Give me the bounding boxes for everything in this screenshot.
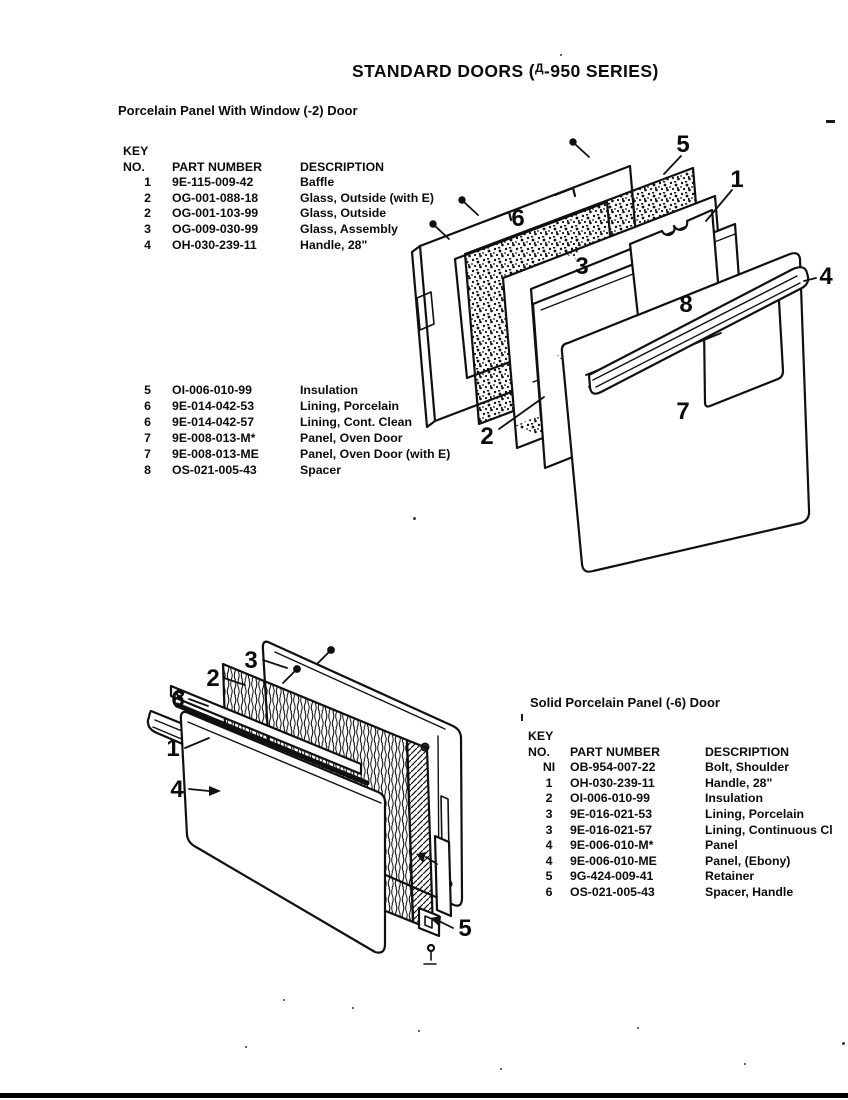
part-number-cell: OG-009-030-99 (172, 221, 259, 236)
table-row (528, 838, 848, 854)
scan-artifact-dash (826, 120, 835, 123)
description-cell: Glass, Outside (with E) (300, 190, 434, 205)
part-number-cell: OI-006-010-99 (570, 791, 650, 806)
description-cell: Baffle (300, 175, 335, 190)
page-title-suffix: -950 SERIES) (543, 61, 659, 81)
description-cell: Panel, (Ebony) (705, 853, 791, 868)
description-cell: Panel, Oven Door (with E) (300, 447, 451, 461)
table-row (528, 885, 848, 901)
callout-6-lining: 6 (511, 205, 525, 232)
part-number-cell: OG-001-088-18 (172, 190, 259, 205)
table-row (528, 823, 848, 839)
key-no-cell: 4 (545, 853, 553, 868)
scan-noise-dot (245, 1046, 247, 1048)
description-cell: Panel, Oven Door (300, 431, 403, 445)
description-cell: Lining, Porcelain (300, 399, 400, 413)
description-cell: Insulation (300, 383, 359, 397)
key-no-cell: 6 (144, 399, 151, 413)
col-header-part-number: PART NUMBER (570, 744, 660, 759)
callout-4-panel: 4 (170, 776, 184, 803)
callout-5-insulation: 5 (676, 131, 690, 158)
part-number-cell: OS-021-005-43 (172, 463, 257, 477)
key-no-cell: 3 (144, 221, 151, 236)
description-cell: Spacer (300, 463, 342, 477)
description-cell: Handle, 28" (705, 775, 773, 790)
part-number-cell: OI-006-010-99 (172, 383, 252, 397)
table-row (528, 869, 848, 885)
part-number-cell: OB-954-007-22 (570, 760, 656, 775)
callout-2-insulation: 2 (206, 665, 220, 692)
key-no-cell: 1 (545, 775, 553, 790)
description-cell: Glass, Outside (300, 206, 387, 221)
page-bottom-rule (0, 1093, 848, 1098)
col-header-no: NO. (123, 159, 145, 174)
section-heading-window-door: Porcelain Panel With Window (-2) Door (118, 103, 358, 118)
description-cell: Handle, 28" (300, 237, 368, 252)
scan-noise-dot (500, 1068, 502, 1070)
scan-noise-dot (413, 517, 416, 520)
part-number-cell: OG-001-103-99 (172, 206, 259, 221)
description-cell: Lining, Continuous Cl (705, 822, 833, 837)
parts-table-solid-door (528, 729, 848, 901)
exploded-diagram-solid-door (135, 616, 535, 980)
part-number-cell: 9E-115-009-42 (172, 175, 254, 190)
callout-6-spacer: 6 (171, 686, 185, 713)
part-number-cell: 9E-008-013-M* (172, 431, 256, 445)
callout-3-assembly: 3 (575, 253, 589, 280)
key-no-cell: 7 (144, 447, 151, 461)
table-row (528, 807, 848, 823)
scan-noise-dot (283, 999, 285, 1001)
part-number-cell: 9E-014-042-57 (172, 415, 255, 429)
description-cell: Retainer (705, 869, 755, 884)
col-header-part-number: PART NUMBER (172, 159, 262, 174)
description-cell: Panel (705, 838, 738, 853)
scan-noise-dot (418, 1030, 420, 1032)
key-no-cell: 2 (144, 190, 151, 205)
page-title-prefix: STANDARD DOORS ( (352, 61, 536, 81)
col-header-description: DESCRIPTION (300, 159, 385, 174)
key-no-cell: 3 (545, 806, 553, 821)
section-heading-solid-door: Solid Porcelain Panel (-6) Door (530, 695, 720, 710)
description-cell: Spacer, Handle (705, 884, 794, 899)
scan-artifact-dash (521, 714, 523, 721)
scan-noise-dot (637, 1027, 639, 1029)
key-no-cell: 5 (545, 869, 553, 884)
key-no-cell: 5 (144, 383, 151, 397)
callout-8-spacer: 8 (679, 291, 693, 318)
part-number-cell: 9E-014-042-53 (172, 399, 255, 413)
key-label: KEY (528, 729, 554, 743)
key-no-cell: NI (542, 760, 556, 775)
part-number-cell: OH-030-239-11 (172, 237, 257, 252)
scan-noise-dot (560, 54, 562, 56)
callout-4-handle: 4 (819, 263, 833, 290)
col-header-no: NO. (528, 744, 550, 759)
series-logo-glyph: Д (535, 61, 544, 75)
table-row (528, 776, 848, 792)
table-row (528, 791, 848, 807)
callout-1-baffle: 1 (730, 166, 744, 193)
part-number-cell: 9E-006-010-M* (570, 838, 654, 853)
description-cell: Bolt, Shoulder (705, 760, 790, 775)
part-number-cell: 9E-006-010-ME (570, 853, 657, 868)
key-no-cell: 4 (144, 237, 151, 252)
part-number-cell: 9E-016-021-57 (570, 822, 653, 837)
callout-3-lining: 3 (244, 647, 258, 674)
scan-noise-dot (842, 1042, 845, 1045)
key-no-cell: 7 (144, 431, 151, 445)
callout-2-glass: 2 (480, 423, 494, 450)
scan-noise-dot (744, 1063, 746, 1065)
callout-1-handle: 1 (166, 735, 180, 762)
key-no-cell: 6 (144, 415, 151, 429)
key-no-cell: 6 (545, 884, 553, 899)
part-number-cell: 9G-424-009-41 (570, 869, 654, 884)
table-row (528, 760, 848, 776)
key-no-cell: 1 (144, 175, 151, 190)
part-number-cell: 9E-016-021-53 (570, 806, 653, 821)
exploded-diagram-window-door (405, 126, 845, 578)
part-number-cell: OH-030-239-11 (570, 775, 655, 790)
key-no-cell: 8 (144, 463, 151, 477)
table-row (528, 854, 848, 870)
part-number-cell: OS-021-005-43 (570, 884, 655, 899)
key-no-cell: 2 (545, 791, 553, 806)
callout-7-panel: 7 (676, 398, 690, 425)
scan-noise-dot (352, 1007, 354, 1009)
key-label: KEY (123, 144, 149, 158)
key-no-cell: 4 (545, 838, 553, 853)
page-title (352, 61, 659, 82)
description-cell: Glass, Assembly (300, 221, 398, 236)
callout-5-retainer: 5 (458, 915, 472, 942)
description-cell: Insulation (705, 791, 764, 806)
col-header-description: DESCRIPTION (705, 744, 790, 759)
description-cell: Lining, Porcelain (705, 806, 805, 821)
description-cell: Lining, Cont. Clean (300, 415, 413, 429)
key-no-cell: 3 (545, 822, 553, 837)
table-header (528, 745, 848, 761)
table-rows (528, 760, 848, 900)
key-no-cell: 2 (144, 206, 151, 221)
part-number-cell: 9E-008-013-ME (172, 447, 259, 461)
